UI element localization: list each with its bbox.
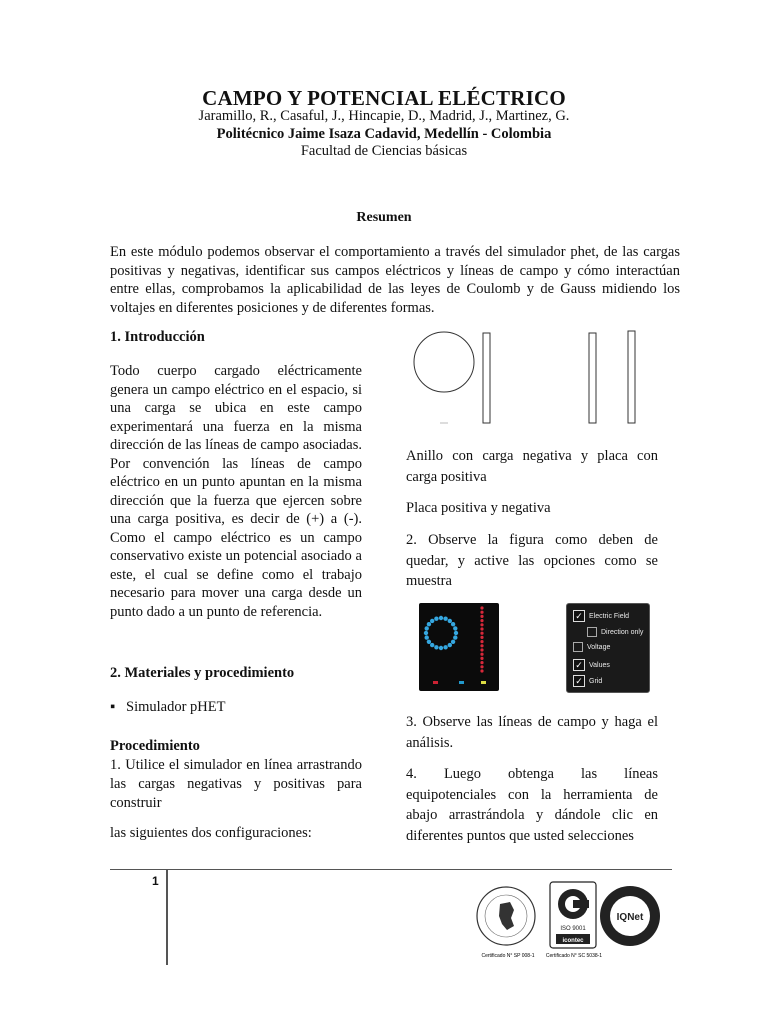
step-2-text: 2. Observe la figura como deben de quedar, y active las opciones como se muestra <box>406 532 658 589</box>
positive-charge-dot <box>480 657 483 660</box>
negative-charge-dot <box>430 619 434 623</box>
cert-brand-label: icontec <box>562 938 584 944</box>
step-3-text: 3. Observe las líneas de campo y haga el análisis. <box>406 714 658 751</box>
positive-charge-dot <box>480 627 483 630</box>
negative-charge-dot <box>439 646 443 650</box>
positive-charge-dot <box>480 653 483 656</box>
iqnet-label: IQNet <box>616 912 644 923</box>
cert-iso-label: ISO 9001 <box>560 926 586 932</box>
options-panel <box>566 603 650 693</box>
positive-charge-dot <box>480 623 483 626</box>
negative-charge-dot <box>434 645 438 649</box>
positive-charge-dot <box>480 640 483 643</box>
negative-charge-dot <box>453 635 457 639</box>
negative-charge-dot <box>430 643 434 647</box>
materials-list-item <box>110 698 362 717</box>
positive-charge-dot <box>480 606 483 609</box>
configurations-text: las siguientes dos configuraciones: <box>110 825 312 841</box>
checkbox-empty-icon[interactable] <box>587 627 597 637</box>
abstract-text: En este módulo podemos observar el comportamiento a través del simulador phet, de las cargas positivas y negativas, identificar sus campos eléctricos y líneas de campo y cómo interactúan entre ellas, comprobamos la aplicabilidad de las leyes de Coulomb y de Gauss midiendo los voltajes en diferentes posiciones y de diferentes formas. <box>110 244 680 316</box>
positive-plate-shape <box>483 333 490 423</box>
positive-charge-dot <box>480 644 483 647</box>
step-4-text: 4. Luego obtenga las líneas equipotenciales con la herramienta de abajo arrastrándola y dándole clic en diferentes puntos que usted selecciones <box>406 766 658 844</box>
negative-charge-dot <box>427 622 431 626</box>
simulator-screenshot <box>419 603 499 691</box>
negative-charge-dot <box>448 643 452 647</box>
positive-charge-dot <box>480 669 483 672</box>
negative-charge-dot <box>424 631 428 635</box>
intro-heading: 1. Introducción <box>110 329 205 345</box>
positive-charge-dot <box>480 619 483 622</box>
charged-ring-shape <box>414 332 474 392</box>
option-direction-only[interactable]: Direction only <box>587 627 643 637</box>
charge-configurations-figure <box>406 326 666 430</box>
plate-b-shape <box>628 331 635 423</box>
institution: Politécnico Jaime Isaza Cadavid, Medellín - Colombia <box>216 126 552 142</box>
negative-charge-dot <box>443 617 447 621</box>
caption-ring-plate: Anillo con carga negativa y placa con carga positiva <box>406 448 658 485</box>
negative-charge-dot <box>451 622 455 626</box>
faculty: Facultad de Ciencias básicas <box>300 143 468 159</box>
intro-text: Todo cuerpo cargado eléctricamente genera un campo eléctrico en el espacio, si una carga se ubica en este campo experimentará una fuerza en la misma dirección de las líneas de campo asociadas. Por convención las líneas de campo eléctrico en un punto apuntan en la misma dirección que la fuerza que ejercen sobre una carga positiva, es decir de (+) a (-). Como el campo eléctrico es un campo conservativo existe un potencial asociado a este, el cual se define como el trabajo necesario para mover una carga desde un punto dado a un punto de referencia. <box>110 363 362 620</box>
positive-plate-charges <box>480 606 483 672</box>
positive-charge-dot <box>480 615 483 618</box>
option-electric-field[interactable]: ✓ Electric Field <box>573 610 629 622</box>
positive-charge-dot <box>480 632 483 635</box>
sensor-yellow-icon <box>481 681 486 684</box>
negative-charge-dot <box>454 631 458 635</box>
positive-charge-dot <box>480 611 483 614</box>
abstract-heading: Resumen <box>356 210 412 225</box>
checkbox-checked-icon[interactable]: ✓ <box>573 610 585 622</box>
negative-charge-dot <box>434 617 438 621</box>
negative-ring-charges <box>424 616 458 650</box>
option-grid[interactable]: ✓ Grid <box>573 675 602 687</box>
negative-charge-dot <box>453 626 457 630</box>
negative-charge-dot <box>439 616 443 620</box>
negative-charge-dot <box>427 640 431 644</box>
negative-charge-dot <box>448 619 452 623</box>
authors: Jaramillo, R., Casaful, J., Hincapie, D., Madrid, J., Martinez, G. <box>198 108 570 124</box>
negative-charge-dot <box>425 635 429 639</box>
caption-plates: Placa positiva y negativa <box>406 500 551 516</box>
page-number: 1 <box>152 874 159 888</box>
cert-caption-1: Certificado N° SP 008-1 <box>481 953 535 959</box>
footer-vertical-rule <box>166 869 168 965</box>
plate-a-shape <box>589 333 596 423</box>
checkbox-checked-icon[interactable]: ✓ <box>573 659 585 671</box>
bullet-icon: ▪ <box>110 699 116 715</box>
option-values[interactable]: ✓ Values <box>573 659 610 671</box>
materials-item-label: Simulador pHET <box>126 699 226 715</box>
positive-charge-dot <box>480 665 483 668</box>
sensor-red-icon <box>433 681 438 684</box>
negative-charge-dot <box>443 645 447 649</box>
page-title: CAMPO Y POTENCIAL ELÉCTRICO <box>202 86 566 110</box>
checkbox-checked-icon[interactable]: ✓ <box>573 675 585 687</box>
materials-heading: 2. Materiales y procedimiento <box>110 665 295 681</box>
colombia-seal-icon <box>477 887 535 945</box>
positive-charge-dot <box>480 661 483 664</box>
cert-caption-2: Certificado N° SC 5038-1 <box>545 953 603 959</box>
negative-charge-dot <box>451 640 455 644</box>
footer-divider <box>110 869 672 870</box>
positive-charge-dot <box>480 636 483 639</box>
certification-logos <box>474 880 664 960</box>
procedure-text: 1. Utilice el simulador en línea arrastrando las cargas negativas y positivas para construir <box>110 757 362 811</box>
procedure-heading: Procedimiento <box>110 738 200 754</box>
negative-charge-dot <box>425 626 429 630</box>
simulator-field-image <box>419 603 499 691</box>
option-voltage[interactable]: Voltage <box>573 642 610 652</box>
sensor-blue-icon <box>459 681 464 684</box>
checkbox-empty-icon[interactable] <box>573 642 583 652</box>
positive-charge-dot <box>480 648 483 651</box>
